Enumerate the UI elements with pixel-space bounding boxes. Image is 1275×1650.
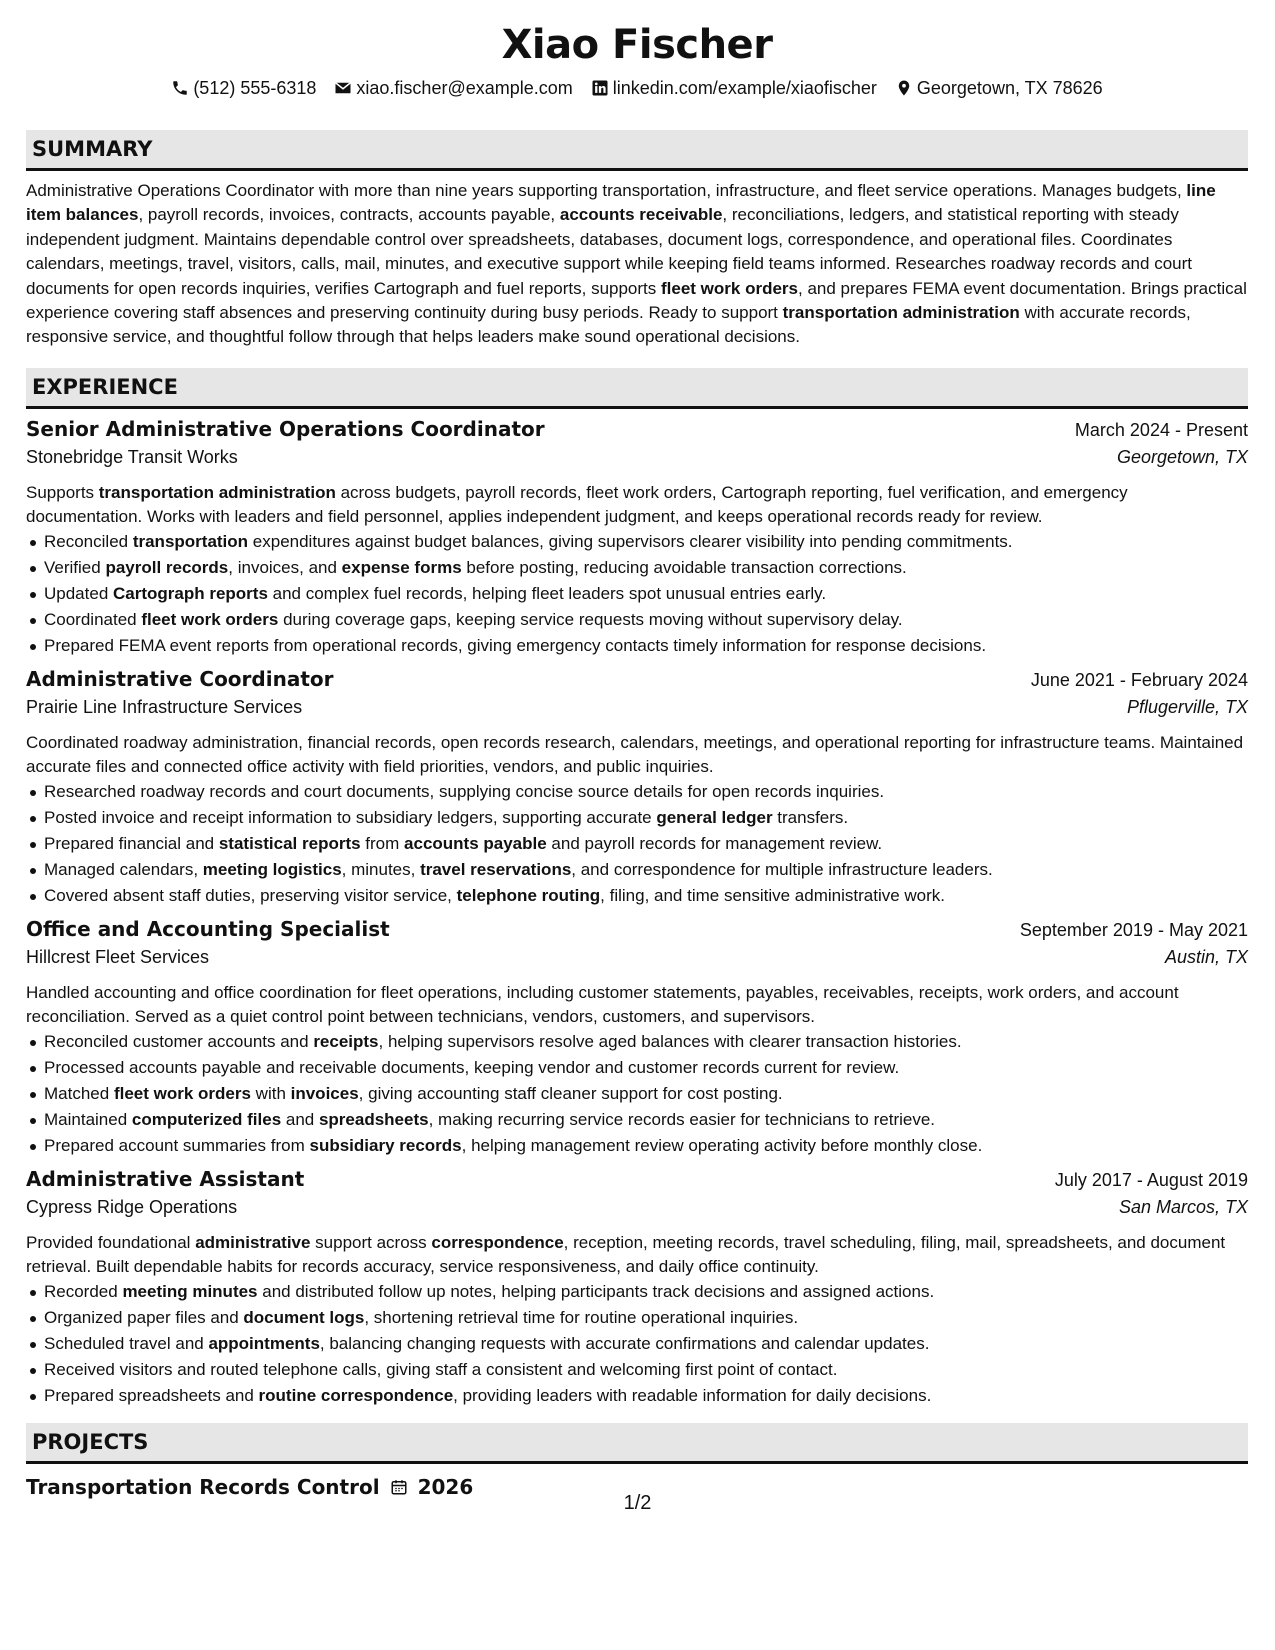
job-title: Senior Administrative Operations Coordinator: [26, 416, 545, 441]
text-run: Prepared account summaries from: [44, 1135, 310, 1155]
bold-keyword: accounts receivable: [559, 205, 723, 225]
job-header: [26, 417, 1248, 447]
text-run: Covered absent staff duties, preserving visitor service,: [44, 885, 457, 905]
bold-keyword: expense forms: [341, 557, 462, 577]
text-run: Maintained: [44, 1109, 132, 1129]
text-run: , helping supervisors resolve aged balances with clearer transaction histories.: [378, 1031, 962, 1051]
text-run: and distributed follow up notes, helping participants track decisions and assigned actions.: [257, 1281, 935, 1301]
job-summary: [26, 731, 1248, 779]
text-run: transfers.: [772, 807, 849, 827]
text-run: Coordinated: [44, 609, 142, 629]
job-subheader: [26, 697, 1248, 727]
bold-keyword: routine correspondence: [258, 1385, 454, 1405]
bold-keyword: spreadsheets: [318, 1109, 429, 1129]
linkedin-icon: [591, 79, 609, 97]
text-run: , helping management review operating activity before monthly close.: [461, 1135, 983, 1155]
text-run: , reconciliations, ledgers, and statistical reporting with steady independent judgment. Maintains dependable control over spreadsheets, databases, document logs, correspondence, and operational files. Coordinates calendars, meetings, travel, visitors, calls, mail, minutes, and executive support while keeping field teams informed. Researches roadway records and court documents for open records inquiries, verifies Cartograph and fuel reports, supports: [26, 205, 1192, 298]
text-run: Administrative Operations Coordinator with more than nine years supporting transportation, infrastructure, and fleet service operations. Manages budgets,: [26, 181, 1187, 200]
list-item: [26, 1133, 1248, 1159]
text-run: Received visitors and routed telephone calls, giving staff a consistent and welcoming first point of contact.: [44, 1359, 838, 1379]
email-icon: [334, 79, 352, 97]
job-header: [26, 667, 1248, 697]
list-item: [26, 1279, 1248, 1305]
list-item: [26, 581, 1248, 607]
bold-keyword: line item balances: [26, 181, 1216, 225]
candidate-name: Xiao Fischer: [501, 22, 773, 68]
bold-keyword: receipts: [313, 1031, 379, 1051]
bold-keyword: telephone routing: [456, 885, 601, 905]
list-item: [26, 1107, 1248, 1133]
text-run: Organized paper files and: [44, 1307, 244, 1327]
text-run: , giving accounting staff cleaner support for cost posting.: [358, 1083, 783, 1103]
text-run: Supports: [26, 482, 99, 502]
list-item: [26, 857, 1248, 883]
text-run: Updated: [44, 583, 113, 603]
text-run: Processed accounts payable and receivable documents, keeping vendor and customer records current for review.: [44, 1057, 900, 1077]
bold-keyword: payroll records: [105, 557, 229, 577]
section-title: EXPERIENCE: [32, 374, 178, 399]
text-run: Handled accounting and office coordination for fleet operations, including customer statements, payables, receivables, receipts, work orders, and account reconciliation. Served as a quiet control point between technicians, vendors, customers, and supervisors.: [26, 982, 1179, 1026]
text-run: Prepared spreadsheets and: [44, 1385, 259, 1405]
text-run: Scheduled travel and: [44, 1333, 209, 1353]
list-item: [26, 883, 1248, 909]
phone-text: (512) 555-6318: [193, 78, 317, 98]
experience-list: [26, 417, 1248, 1409]
job-subheader: [26, 1197, 1248, 1227]
text-run: , making recurring service records easier for technicians to retrieve.: [428, 1109, 936, 1129]
company-name: Hillcrest Fleet Services: [26, 946, 210, 967]
list-item: [26, 633, 1248, 659]
list-item: [26, 555, 1248, 581]
bold-keyword: Cartograph reports: [113, 583, 268, 603]
bold-keyword: meeting logistics: [202, 859, 342, 879]
list-item: [26, 1357, 1248, 1383]
list-item: [26, 1383, 1248, 1409]
text-run: , minutes,: [341, 859, 421, 879]
bold-keyword: travel reservations: [420, 859, 572, 879]
text-run: Researched roadway records and court documents, supplying concise source details for open records inquiries.: [44, 781, 885, 801]
text-run: and payroll records for management review.: [546, 833, 883, 853]
bold-keyword: document logs: [243, 1307, 365, 1327]
job-bullets: [26, 529, 1248, 659]
text-run: across budgets, payroll records, fleet work orders, Cartograph reporting, fuel verification, and emergency documentation. Works with leaders and field personnel, applies independent judgment, and keeps operational records ready for review.: [26, 482, 1128, 526]
summary-paragraph: [26, 179, 1248, 350]
bold-keyword: administrative: [195, 1232, 311, 1252]
linkedin-text: linkedin.com/example/xiaofischer: [612, 78, 877, 98]
project-title: Transportation Records Control: [26, 1474, 380, 1499]
list-item: [26, 529, 1248, 555]
text-run: Reconciled: [44, 531, 133, 551]
job-dates: June 2021 - February 2024: [1030, 669, 1248, 690]
job-entry: [26, 1167, 1248, 1409]
text-run: and: [281, 1109, 319, 1129]
contact-location: [895, 76, 1103, 100]
job-header: [26, 1167, 1248, 1197]
text-run: , and prepares FEMA event documentation. Brings practical experience covering staff absences and preserving continuity during busy periods. Ready to support: [26, 278, 1247, 323]
contact-email[interactable]: [334, 76, 572, 100]
text-run: Reconciled customer accounts and: [44, 1031, 314, 1051]
bold-keyword: transportation: [132, 531, 249, 551]
bold-keyword: fleet work orders: [141, 609, 279, 629]
text-run: Prepared financial and: [44, 833, 219, 853]
text-run: , providing leaders with readable information for daily decisions.: [453, 1385, 932, 1405]
phone-icon: [171, 79, 189, 97]
text-run: with accurate records, responsive service, and thoughtful follow through that helps leaders make sound operational decisions.: [26, 303, 1191, 347]
text-run: expenditures against budget balances, giving supervisors clearer visibility into pending commitments.: [248, 531, 1013, 551]
list-item: [26, 1331, 1248, 1357]
job-summary: [26, 1231, 1248, 1279]
text-run: Coordinated roadway administration, financial records, open records research, calendars, meetings, and operational reporting for infrastructure teams. Maintained accurate files and connected office activity with field priorities, vendors, and public inquiries.: [26, 732, 1244, 776]
text-run: Matched: [44, 1083, 114, 1103]
job-title: Administrative Assistant: [26, 1166, 305, 1191]
job-dates: March 2024 - Present: [1074, 419, 1248, 440]
location-pin-icon: [895, 79, 913, 97]
projects-section-header: [26, 1423, 1248, 1464]
company-name: Stonebridge Transit Works: [26, 446, 238, 467]
list-item: [26, 1305, 1248, 1331]
job-entry: [26, 417, 1248, 659]
job-location: Georgetown, TX: [1116, 446, 1248, 467]
bold-keyword: transportation administration: [98, 482, 336, 502]
bold-keyword: statistical reports: [218, 833, 361, 853]
company-name: Prairie Line Infrastructure Services: [26, 696, 303, 717]
job-summary: [26, 981, 1248, 1029]
contact-bar: [26, 76, 1248, 100]
list-item: [26, 1055, 1248, 1081]
project-year: 2026: [417, 1474, 474, 1499]
job-bullets: [26, 779, 1248, 909]
job-entry: [26, 917, 1248, 1159]
bold-keyword: fleet work orders: [113, 1083, 251, 1103]
location-text: Georgetown, TX 78626: [916, 78, 1103, 98]
job-location: Pflugerville, TX: [1126, 696, 1248, 717]
text-run: and complex fuel records, helping fleet leaders spot unusual entries early.: [267, 583, 827, 603]
list-item: [26, 607, 1248, 633]
bold-keyword: fleet work orders: [661, 278, 798, 298]
text-run: , and correspondence for multiple infrastructure leaders.: [571, 859, 993, 879]
text-run: Provided foundational: [26, 1232, 196, 1252]
bold-keyword: general ledger: [656, 807, 773, 827]
text-run: , balancing changing requests with accurate confirmations and calendar updates.: [319, 1333, 930, 1353]
job-title: Administrative Coordinator: [26, 666, 334, 691]
text-run: from: [360, 833, 405, 853]
contact-phone[interactable]: [171, 76, 316, 100]
job-subheader: [26, 447, 1248, 477]
text-run: Verified: [44, 557, 106, 577]
list-item: [26, 779, 1248, 805]
job-dates: July 2017 - August 2019: [1054, 1169, 1248, 1190]
job-header: [26, 917, 1248, 947]
job-title: Office and Accounting Specialist: [26, 916, 390, 941]
bold-keyword: subsidiary records: [309, 1135, 462, 1155]
bold-keyword: computerized files: [131, 1109, 282, 1129]
job-location: San Marcos, TX: [1118, 1196, 1248, 1217]
bold-keyword: accounts payable: [404, 833, 547, 853]
bold-keyword: correspondence: [431, 1232, 564, 1252]
job-bullets: [26, 1029, 1248, 1159]
text-run: Posted invoice and receipt information to subsidiary ledgers, supporting accurate: [44, 807, 657, 827]
text-run: , payroll records, invoices, contracts, accounts payable,: [138, 205, 560, 225]
section-title: PROJECTS: [32, 1429, 149, 1454]
job-summary: [26, 481, 1248, 529]
text-run: Prepared FEMA event reports from operational records, giving emergency contacts timely information for response decisions.: [44, 635, 987, 655]
contact-linkedin[interactable]: [591, 76, 877, 100]
list-item: [26, 1029, 1248, 1055]
text-run: with: [250, 1083, 291, 1103]
job-entry: [26, 667, 1248, 909]
text-run: Managed calendars,: [44, 859, 203, 879]
bold-keyword: appointments: [208, 1333, 320, 1353]
bold-keyword: meeting minutes: [122, 1281, 258, 1301]
text-run: , invoices, and: [228, 557, 342, 577]
text-run: Recorded: [44, 1281, 123, 1301]
list-item: [26, 805, 1248, 831]
text-run: , shortening retrieval time for routine operational inquiries.: [364, 1307, 799, 1327]
experience-section-header: [26, 368, 1248, 409]
text-run: , reception, meeting records, travel scheduling, filing, mail, spreadsheets, and document retrieval. Built dependable habits for records accuracy, service responsiveness, and daily office continuity.: [26, 1232, 1226, 1276]
list-item: [26, 1081, 1248, 1107]
job-subheader: [26, 947, 1248, 977]
job-location: Austin, TX: [1164, 946, 1248, 967]
bold-keyword: transportation administration: [782, 303, 1020, 323]
resume-page: [26, 20, 1248, 1502]
email-text: xiao.fischer@example.com: [356, 78, 573, 98]
bold-keyword: invoices: [290, 1083, 359, 1103]
list-item: [26, 831, 1248, 857]
text-run: before posting, reducing avoidable transaction corrections.: [461, 557, 907, 577]
job-dates: September 2019 - May 2021: [1019, 919, 1248, 940]
company-name: Cypress Ridge Operations: [26, 1196, 238, 1217]
text-run: during coverage gaps, keeping service requests moving without supervisory delay.: [278, 609, 903, 629]
text-run: support across: [310, 1232, 432, 1252]
section-title: SUMMARY: [32, 137, 153, 161]
text-run: , filing, and time sensitive administrative work.: [600, 885, 946, 905]
job-bullets: [26, 1279, 1248, 1409]
page-number: 1/2: [623, 1492, 652, 1514]
summary-section-header: [26, 130, 1248, 171]
